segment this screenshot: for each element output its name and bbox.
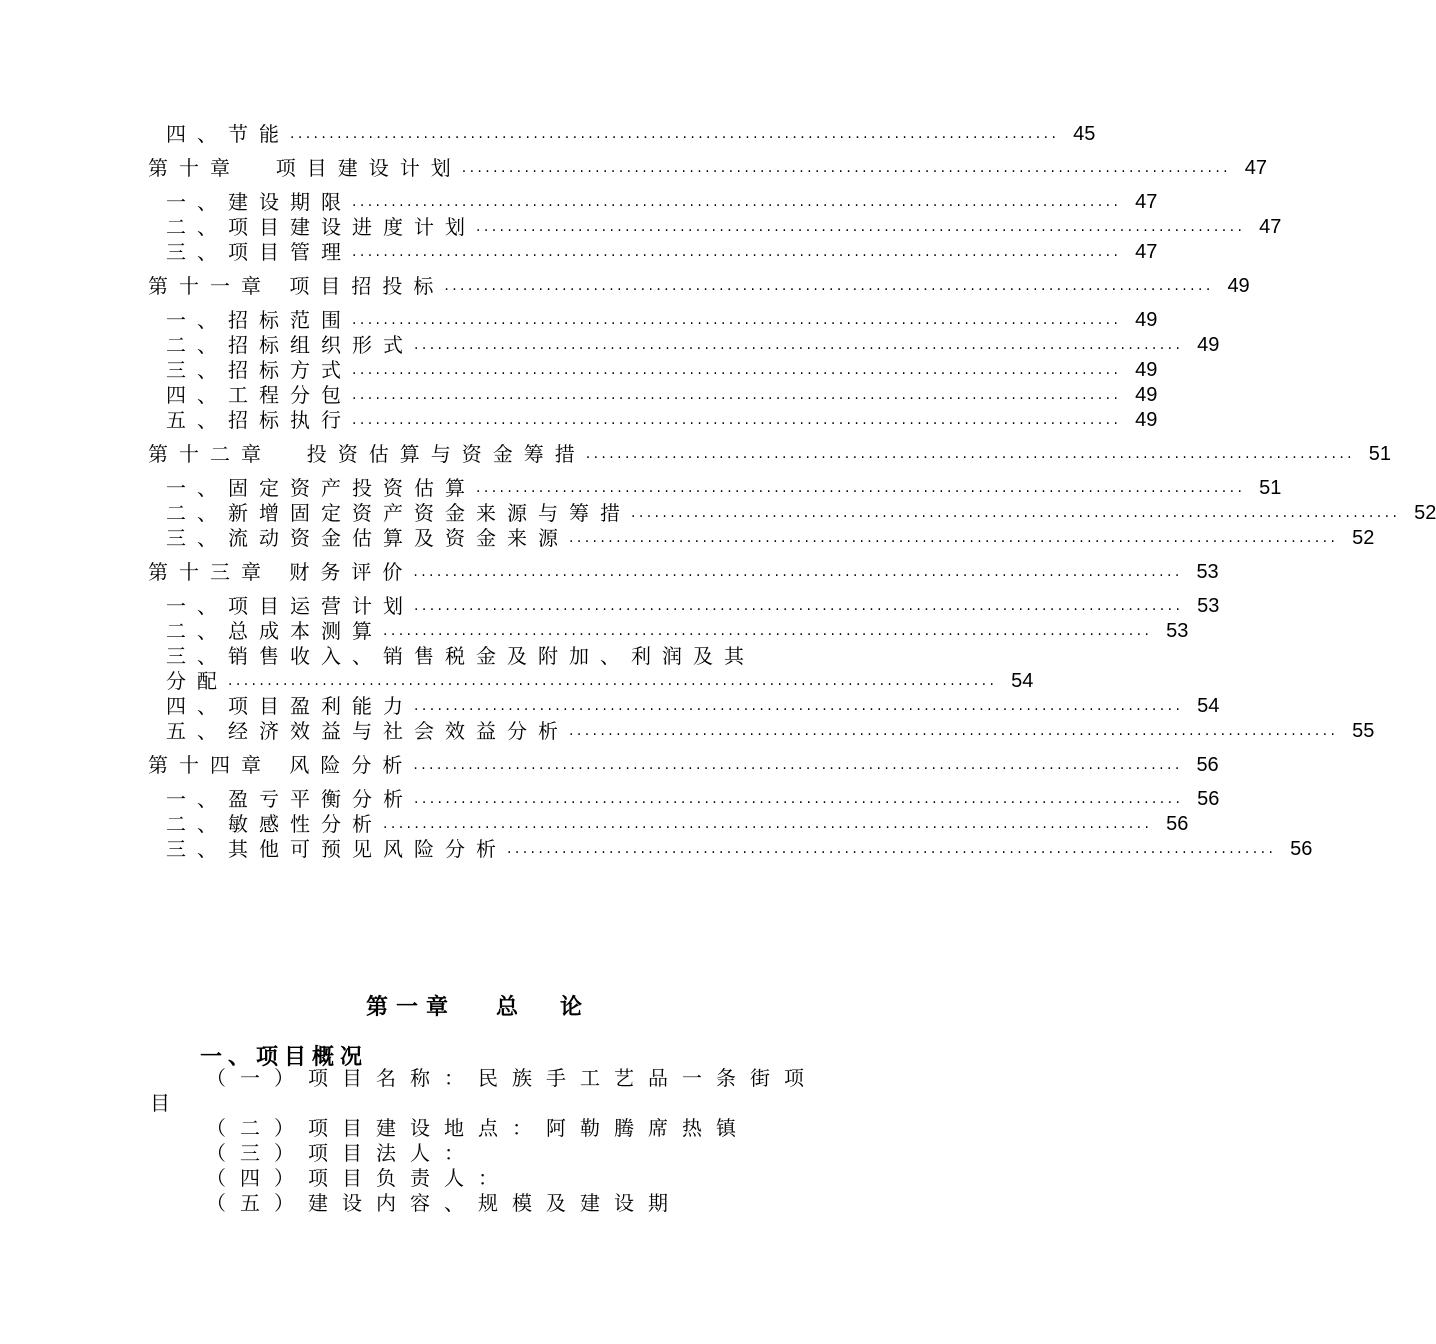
toc-chapter-entry[interactable] [148, 753, 1219, 778]
toc-entry-page: 53 [1196, 561, 1219, 583]
toc-entry[interactable] [148, 812, 1189, 837]
toc-entry-page: 49 [1135, 384, 1158, 406]
toc-entry-title: 三、项目管理 [166, 240, 352, 264]
toc-entry-page: 49 [1135, 409, 1158, 431]
toc-leader-dots: .................................................................................................. [414, 791, 1184, 807]
chapter-heading-title-first: 总 [495, 995, 520, 1020]
toc-entry-title: 五、招标执行 [166, 408, 352, 432]
toc-leader-dots: .................................................................................................. [414, 598, 1184, 614]
toc-entry[interactable] [148, 358, 1158, 383]
toc-entry-page: 54 [1011, 670, 1034, 692]
toc-entry-title: 四、节能 [166, 122, 290, 146]
toc-entry[interactable] [148, 308, 1158, 333]
toc-entry-page: 56 [1166, 813, 1189, 835]
toc-entry-title: 第十二章 投资估算与资金筹措 [148, 442, 586, 466]
toc-leader-dots: .................................................................................................. [352, 194, 1122, 210]
toc-entry-page: 49 [1135, 359, 1158, 381]
chapter-heading-label: 第一章 [365, 995, 456, 1020]
toc-entry[interactable] [148, 619, 1189, 644]
toc-entry-title: 二、敏感性分析 [166, 812, 383, 836]
toc-entry-title: 三、流动资金估算及资金来源 [166, 526, 569, 550]
toc-entry[interactable] [148, 669, 1034, 694]
toc-entry-title: 三、其他可预见风险分析 [166, 837, 507, 861]
toc-entry-title: 第十一章 项目招投标 [148, 274, 445, 298]
toc-leader-dots: .................................................................................................. [228, 673, 998, 689]
toc-leader-dots: .................................................................................................. [352, 312, 1122, 328]
toc-entry[interactable] [148, 240, 1158, 265]
toc-leader-dots: .................................................................................................. [383, 623, 1153, 639]
toc-entry-page: 53 [1197, 595, 1220, 617]
toc-entry[interactable] [148, 333, 1220, 358]
body-line: （五）建设内容、规模及建设期 [206, 1191, 682, 1215]
toc-leader-dots: .................................................................................................. [461, 160, 1232, 176]
toc-entry[interactable] [148, 122, 1096, 147]
toc-entry[interactable] [148, 837, 1313, 862]
toc-leader-dots: .................................................................................................. [413, 757, 1183, 773]
toc-entry[interactable] [148, 476, 1282, 501]
toc-entry[interactable] [148, 594, 1220, 619]
toc-entry-wrapped-line[interactable]: 三、销售收入、销售税金及附加、利润及其 [166, 644, 755, 668]
toc-entry-page: 51 [1259, 477, 1282, 499]
section-heading: 一、项目概况 [200, 1045, 369, 1070]
toc-leader-dots: .................................................................................................. [352, 362, 1122, 378]
toc-entry-title: 第十四章 风险分析 [148, 753, 414, 777]
toc-entry-page: 47 [1135, 191, 1158, 213]
toc-entry[interactable] [148, 787, 1220, 812]
toc-entry-page: 45 [1073, 123, 1096, 145]
toc-leader-dots: .................................................................................................. [290, 126, 1060, 142]
toc-entry-page: 52 [1352, 527, 1375, 549]
body-line: （四）项目负责人： [206, 1166, 512, 1190]
toc-chapter-entry[interactable] [148, 274, 1250, 299]
toc-entry-page: 56 [1196, 754, 1219, 776]
toc-chapter-entry[interactable] [148, 156, 1268, 181]
toc-entry-title: 二、招标组织形式 [166, 333, 414, 357]
toc-chapter-entry[interactable] [148, 560, 1219, 585]
body-line: （三）项目法人： [206, 1141, 478, 1165]
toc-leader-dots: .................................................................................................. [413, 564, 1183, 580]
toc-entry-page: 49 [1227, 275, 1250, 297]
toc-chapter-entry[interactable] [148, 442, 1392, 467]
toc-entry-title: 二、新增固定资产资金来源与筹措 [166, 501, 631, 525]
table-of-contents [148, 122, 1436, 862]
toc-entry-title: 三、招标方式 [166, 358, 352, 382]
toc-entry-title: 一、盈亏平衡分析 [166, 787, 414, 811]
toc-leader-dots: .................................................................................................. [352, 244, 1122, 260]
body-text [150, 1066, 818, 1216]
chapter-heading [0, 990, 950, 1021]
toc-entry-title: 第十三章 财务评价 [148, 560, 414, 584]
toc-leader-dots: .................................................................................................. [507, 841, 1277, 857]
toc-entry-title: 二、总成本测算 [166, 619, 383, 643]
toc-leader-dots: .................................................................................................. [585, 446, 1356, 462]
toc-entry[interactable] [148, 719, 1375, 744]
toc-entry-page: 49 [1197, 334, 1220, 356]
toc-entry-title: 二、项目建设进度计划 [166, 215, 476, 239]
toc-entry[interactable] [148, 501, 1436, 526]
toc-entry[interactable] [148, 694, 1220, 719]
toc-leader-dots: .................................................................................................. [414, 698, 1184, 714]
toc-entry-page: 55 [1352, 720, 1375, 742]
toc-entry[interactable] [148, 190, 1158, 215]
toc-leader-dots: .................................................................................................. [383, 816, 1153, 832]
toc-entry-title: 一、建设期限 [166, 190, 352, 214]
toc-leader-dots: .................................................................................................. [414, 337, 1184, 353]
toc-entry-page: 54 [1197, 695, 1220, 717]
toc-entry[interactable] [148, 215, 1282, 240]
toc-entry-title: 第十章 项目建设计划 [148, 156, 462, 180]
toc-leader-dots: .................................................................................................. [352, 412, 1122, 428]
toc-entry-page: 47 [1259, 216, 1282, 238]
chapter-heading-title-second: 论 [560, 995, 585, 1020]
toc-entry-title: 四、项目盈利能力 [166, 694, 414, 718]
toc-entry-page: 51 [1368, 443, 1392, 465]
toc-leader-dots: .................................................................................................. [476, 480, 1246, 496]
toc-entry-page: 56 [1197, 788, 1220, 810]
toc-entry-page: 47 [1135, 241, 1158, 263]
body-line-continuation: 目 [150, 1091, 184, 1115]
toc-entry-page: 47 [1244, 157, 1268, 179]
toc-entry-title: 五、经济效益与社会效益分析 [166, 719, 569, 743]
toc-leader-dots: .................................................................................................. [444, 278, 1214, 294]
toc-entry-page: 49 [1135, 309, 1158, 331]
toc-entry-title: 分配 [166, 669, 228, 693]
toc-entry-page: 52 [1414, 502, 1436, 524]
toc-leader-dots: .................................................................................................. [569, 530, 1339, 546]
toc-leader-dots: .................................................................................................. [569, 723, 1339, 739]
body-line: （二）项目建设地点：阿勒腾席热镇 [206, 1116, 750, 1140]
toc-entry[interactable] [148, 408, 1158, 433]
toc-leader-dots: .................................................................................................. [476, 219, 1246, 235]
toc-entry-title: 一、固定资产投资估算 [166, 476, 476, 500]
toc-entry[interactable] [148, 383, 1158, 408]
toc-entry-title: 一、招标范围 [166, 308, 352, 332]
toc-entry-page: 56 [1290, 838, 1313, 860]
toc-entry-page: 53 [1166, 620, 1189, 642]
toc-entry-title: 一、项目运营计划 [166, 594, 414, 618]
toc-leader-dots: .................................................................................................. [352, 387, 1122, 403]
body-line: （一）项目名称：民族手工艺品一条街项 [206, 1066, 818, 1090]
toc-entry-title: 四、工程分包 [166, 383, 352, 407]
toc-leader-dots: .................................................................................................. [631, 505, 1401, 521]
toc-entry[interactable] [148, 526, 1375, 551]
